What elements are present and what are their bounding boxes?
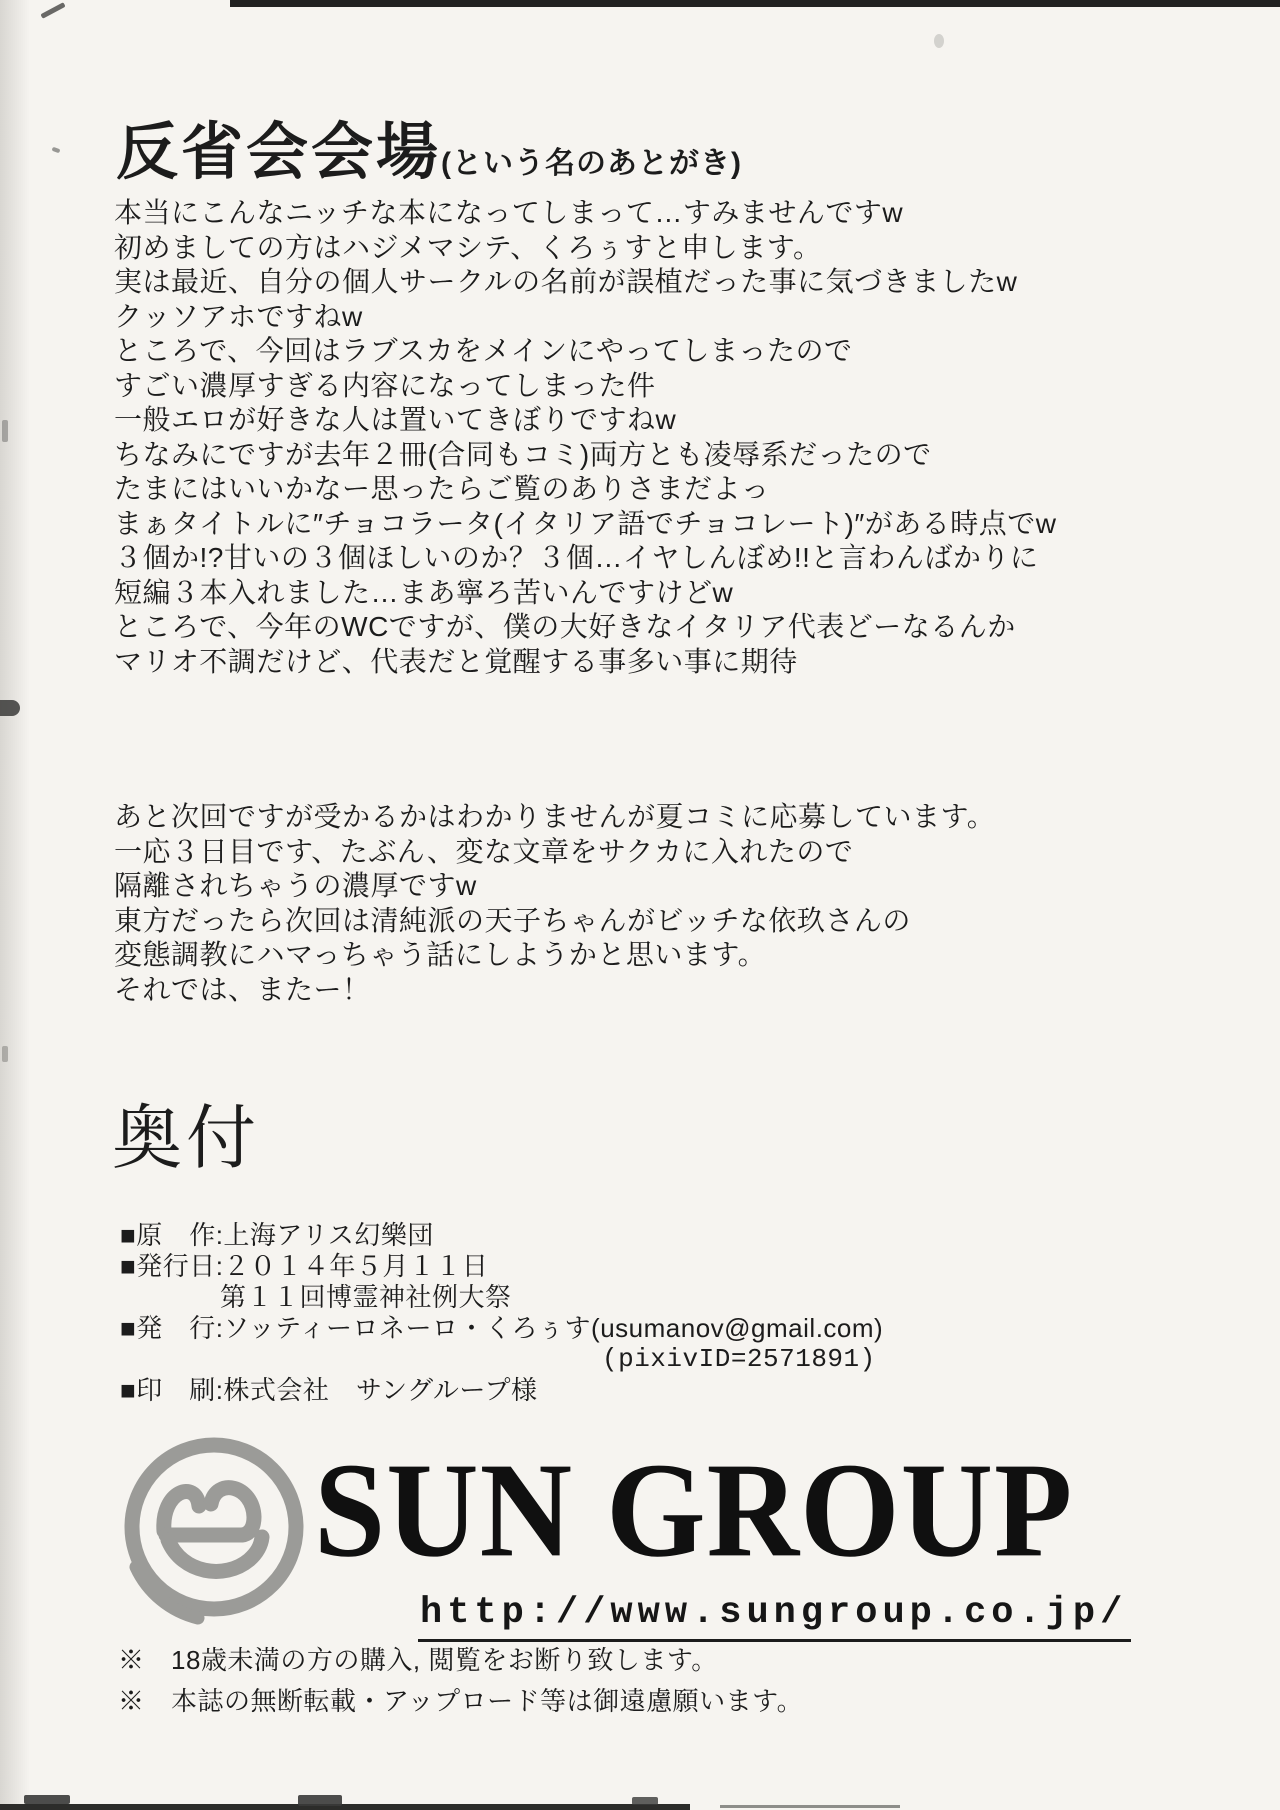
afterword-line: ところで、今年のWCですが、僕の大好きなイタリア代表どーなるんか (114, 611, 1016, 642)
afterword-line: あと次回ですが受かるかはわかりませんが夏コミに応募しています。 (114, 801, 996, 832)
colophon-pixiv-id: (pixivID=2571891) (602, 1344, 876, 1374)
afterword-line: たまにはいいかなー思ったらご覧のありさまだよっ (114, 473, 770, 504)
scan-speck (632, 1797, 658, 1805)
afterword-title (116, 118, 742, 187)
scan-speck (934, 34, 944, 48)
scan-bottom-edge (0, 1804, 690, 1810)
afterword-line: クッソアホですねw (114, 300, 363, 332)
afterword-line: 東方だったら次回は清純派の天子ちゃんがビッチな依玖さんの (114, 904, 911, 936)
printer-url: http://www.sungroup.co.jp/ (418, 1592, 1131, 1642)
afterword-paragraph-1 (114, 196, 1056, 679)
afterword-line: 短編３本入れました…まあ寧ろ苦いんですけどw (114, 576, 734, 608)
afterword-line: ところで、今回はラブスカをメインにやってしまったので (114, 335, 853, 366)
afterword-line: それでは、またー！ (114, 973, 371, 1005)
afterword-line: 一応３日目です、たぶん、変な文章をサクカに入れたので (114, 835, 854, 867)
afterword-line: 一般エロが好きな人は置いてきぼりですねw (114, 404, 677, 435)
scan-speck (24, 1795, 70, 1804)
afterword-line: 本当にこんなニッチな本になってしまって…すみませんですw (114, 197, 904, 228)
scan-speck (52, 147, 61, 153)
colophon-publisher: ■発 行:ソッティーロネーロ・くろぅす(usumanov@gmail.com) (120, 1313, 884, 1343)
scan-speck (2, 420, 8, 442)
afterword-line: まぁタイトルに″チョコラータ(イタリア語でチョコレート)″がある時点でw (114, 507, 1057, 539)
afterword-line: 初めましての方はハジメマシテ、くろぅすと申します。 (114, 231, 822, 263)
afterword-line: 変態調教にハマっちゃう話にしようかと思います。 (114, 939, 767, 970)
colophon-printer: ■印 刷:株式会社 サングループ様 (120, 1375, 538, 1405)
scan-speck (0, 700, 20, 716)
colophon-event: 第１１回博霊神社例大祭 (220, 1282, 512, 1312)
afterword-line: 実は最近、自分の個人サークルの名前が誤植だった事に気づきましたw (114, 266, 1018, 297)
colophon-list (120, 1220, 883, 1406)
scan-top-edge (230, 0, 1280, 7)
afterword-title-main: 反省会会場 (116, 118, 442, 187)
afterword-line: ３個か!?甘いの３個ほしいのか？３個…イヤしんぼめ!!と言わんばかりに (114, 542, 1039, 573)
afterword-paragraph-2 (114, 800, 995, 1007)
scan-speck (298, 1795, 342, 1806)
printer-name: SUN GROUP (314, 1434, 1074, 1586)
colophon-original-work: ■原 作:上海アリス幻樂団 (120, 1220, 434, 1250)
notice-line: ※ 18歳未満の方の購入, 閲覧をお断り致します。 (118, 1645, 718, 1675)
afterword-line: マリオ不調だけど、代表だと覚醒する事多い事に期待 (114, 645, 798, 677)
age-restriction-notices (118, 1640, 803, 1722)
afterword-title-suffix: (という名のあとがき) (441, 147, 742, 180)
colophon-publish-date: ■発行日:２０１４年５月１１日 (120, 1251, 489, 1281)
scan-speck (2, 1046, 8, 1062)
scan-bottom-edge (720, 1805, 900, 1808)
scan-edge-shadow (0, 0, 30, 1810)
notice-line: ※ 本誌の無断転載・アップロード等は御遠慮願います。 (118, 1686, 804, 1716)
scan-speck (40, 2, 65, 19)
afterword-line: すごい濃厚すぎる内容になってしまった件 (114, 369, 656, 401)
sun-group-logo-icon (106, 1424, 318, 1647)
afterword-line: 隔離されちゃうの濃厚ですw (114, 870, 477, 901)
afterword-line: ちなみにですが去年２冊(合同もコミ)両方とも凌辱系だったので (114, 438, 932, 470)
colophon-heading: 奥付 (112, 1099, 260, 1177)
